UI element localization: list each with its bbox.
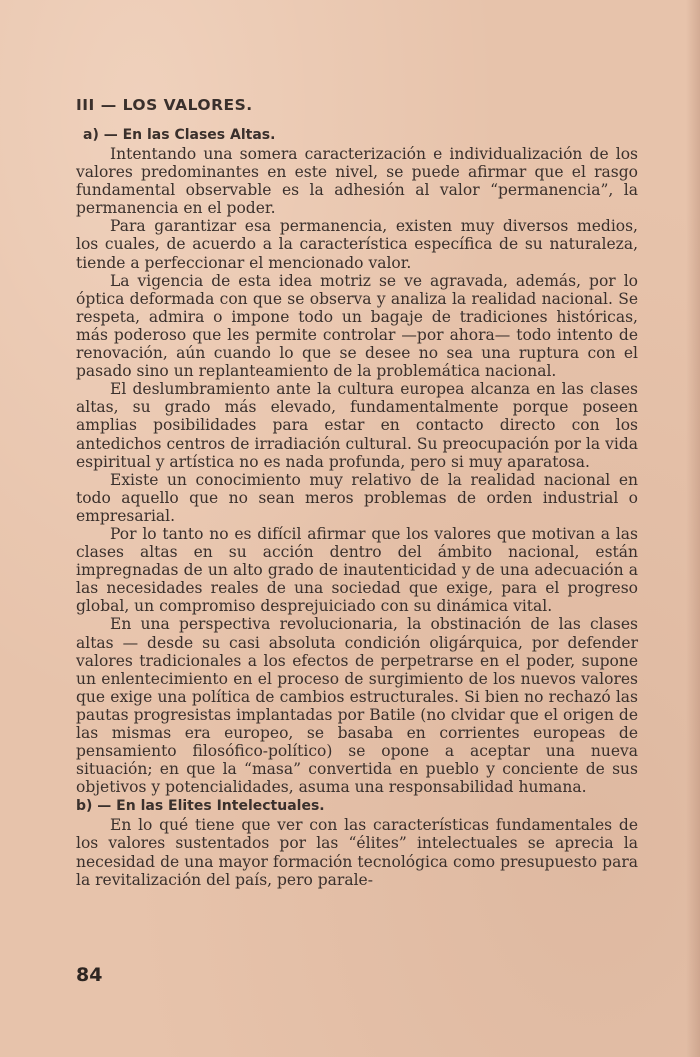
page-content <box>76 95 638 889</box>
paragraph: Por lo tanto no es difícil afirmar que los valores que motivan a las clases altas en su acción dentro del ámbito nacional, están impregnadas de un alto grado de inautenticidad y de una adecuación a las necesidades reales de una sociedad que exige, para el progreso global, un compromiso desprejuiciado con su dinámica vital. <box>76 524 638 616</box>
paragraph: En lo qué tiene que ver con las características fundamentales de los valores sustentados por las “élites” intelectuales se aprecia la necesidad de una mayor formación tecnológica como presupuesto para la revitalización del país, pero parale- <box>76 816 638 889</box>
paragraph: Existe un conocimiento muy relativo de la realidad nacional en todo aquello que no sean meros problemas de orden industrial o empresarial. <box>76 470 638 525</box>
section-title: III — LOS VALORES. <box>76 96 253 114</box>
paragraph: La vigencia de esta idea motriz se ve agravada, además, por lo óptica deformada con que se observa y analiza la realidad nacional. Se respeta, admira o impone todo un bagaje de tradiciones históricas, más poderoso que les permite controlar —por ahora— todo intento de renovación, aún cuando lo que se desee no sea una ruptura con el pasado sino un replanteamiento de la problemática nacional. <box>76 271 638 381</box>
subsection-a <box>76 126 638 796</box>
subsection-heading: b) — En las Elites Intelectuales. <box>76 798 325 815</box>
paragraph: En una perspectiva revolucionaria, la obstinación de las clases altas — desde su casi absoluta condición oligárquica, por defender valores tradicionales a los efectos de perpetrarse en el poder, supone un enlentecimiento en el proceso de surgimiento de los nuevos valores que exige una política de cambios estructurales. Si bien no rechazó las pautas progresistas implantadas por Batile (no clvidar que el origen de las mismas era europeo, se basaba en corrientes europeas de pensamiento filosófico-político) se opone a aceptar una nueva situación; en que la “masa” convertida en pueblo y conciente de sus objetivos y potencialidades, asuma una responsabilidad humana. <box>76 615 638 797</box>
page-edge-shadow <box>686 0 700 1057</box>
paragraph: Para garantizar esa permanencia, existen muy diversos medios, los cuales, de acuerdo a la característica específica de su naturaleza, tiende a perfeccionar el mencionado valor. <box>76 217 638 272</box>
subsection-b <box>76 797 638 888</box>
page-number: 84 <box>76 964 103 986</box>
paragraph: El deslumbramiento ante la cultura europea alcanza en las clases altas, su grado más elevado, fundamentalmente porque poseen amplias posibilidades para estar en contacto directo con los antedichos centros de irradiación cultural. Su preocupación por la vida espiritual y artística no es nada profunda, pero si muy aparatosa. <box>76 380 638 471</box>
subsection-heading: a) — En las Clases Altas. <box>83 127 276 143</box>
paragraph: Intentando una somera caracterización e individualización de los valores predominantes en este nivel, se puede afirmar que el rasgo fundamental observable es la adhesión al valor “permanencia”, la permanencia en el poder. <box>76 145 638 218</box>
